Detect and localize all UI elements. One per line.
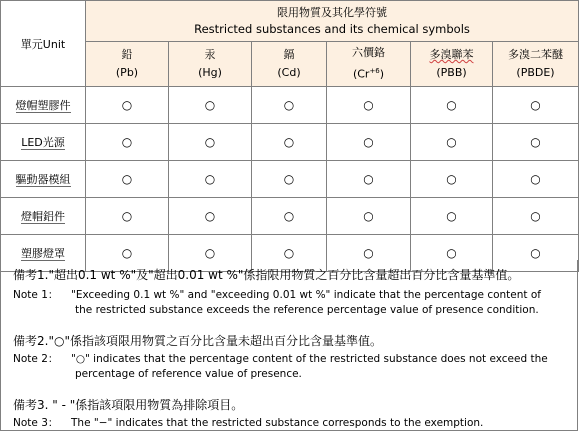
value-cell	[493, 161, 579, 198]
value-mark: ○	[363, 135, 374, 149]
table-row	[1, 87, 579, 124]
value-mark: ○	[204, 98, 216, 112]
value-mark: ○	[204, 246, 216, 260]
value-cell	[252, 124, 327, 161]
value-cell	[169, 87, 252, 124]
value-cell	[252, 87, 327, 124]
value-cell	[493, 198, 579, 235]
value-mark: ○	[530, 246, 541, 260]
value-mark: ○	[446, 98, 457, 112]
value-cell	[411, 161, 493, 198]
row-label: 驅動器模組	[15, 173, 71, 186]
note3-en-text: The "−" indicates that the restricted substance corresponds to the exemption.	[71, 417, 484, 429]
note1-en-line1: "Exceeding 0.1 wt %" and "exceeding 0.01 wt %" indicate that the percentage content of	[71, 289, 541, 301]
value-mark: ○	[121, 172, 133, 186]
table-row	[1, 198, 579, 235]
value-mark: ○	[530, 209, 541, 223]
value-mark: ○	[283, 98, 295, 112]
value-mark: ○	[363, 246, 374, 260]
table-row	[1, 161, 579, 198]
row-label-cell	[1, 124, 86, 161]
symbol-prefix: (Cr	[352, 67, 370, 81]
table-row	[1, 124, 579, 161]
value-cell	[327, 87, 411, 124]
value-cell	[493, 124, 579, 161]
note1-zh: 備考1."超出0.1 wt %"及"超出0.01 wt %"係指限用物質之百分比含量超出百分比含量基準值。	[13, 268, 520, 282]
notes-section	[0, 260, 578, 431]
column-symbol: (Cd)	[277, 66, 301, 79]
column-symbol: (Pb)	[115, 66, 139, 79]
value-mark: ○	[446, 209, 457, 223]
column-name: 汞	[204, 48, 216, 61]
row-label-cell	[1, 87, 86, 124]
value-cell	[411, 198, 493, 235]
value-cell	[252, 198, 327, 235]
value-cell	[169, 161, 252, 198]
column-header-cadmium	[252, 42, 327, 87]
value-mark: ○	[204, 135, 216, 149]
value-mark: ○	[446, 246, 457, 260]
value-mark: ○	[363, 172, 374, 186]
note3-prefix: Note 3：	[13, 417, 59, 429]
column-header-mercury	[169, 42, 252, 87]
value-mark: ○	[446, 135, 457, 149]
column-name: 多溴二苯醚	[508, 48, 563, 61]
note2-en-line1: "○" indicates that the percentage content of the restricted substance does not exceed the	[71, 353, 548, 365]
column-name: 六價鉻	[352, 46, 385, 60]
column-symbol: (PBB)	[436, 66, 467, 79]
row-label: LED光源	[21, 136, 65, 149]
note2-zh: 備考2."○"係指該項限用物質之百分比含量未超出百分比含量基準值。	[13, 334, 382, 348]
value-mark: ○	[283, 135, 295, 149]
column-name: 多溴聯苯	[429, 48, 474, 61]
column-symbol: (PBDE)	[516, 66, 555, 79]
value-mark: ○	[121, 135, 133, 149]
value-mark: ○	[446, 172, 457, 186]
row-label: 燈帽鋁件	[21, 210, 65, 223]
value-mark: ○	[530, 98, 541, 112]
value-mark: ○	[283, 209, 295, 223]
value-mark: ○	[363, 98, 374, 112]
value-cell	[169, 198, 252, 235]
column-symbol: (Hg)	[198, 66, 222, 79]
note2-en	[13, 352, 548, 382]
row-label: 塑膠燈罩	[21, 247, 65, 260]
note2-prefix: Note 2：	[13, 353, 59, 365]
note1-prefix: Note 1：	[13, 289, 59, 301]
value-cell	[411, 124, 493, 161]
substances-title-zh: 限用物質及其化學符號	[277, 6, 387, 19]
row-label: 燈帽塑膠件	[15, 99, 71, 112]
symbol-superscript: +6	[369, 67, 380, 76]
value-mark: ○	[204, 209, 216, 223]
value-mark: ○	[283, 246, 295, 260]
note2-en-line2: percentage of reference value of presence.	[75, 368, 302, 380]
column-symbol	[327, 62, 410, 84]
value-cell	[86, 87, 169, 124]
row-label-cell	[1, 198, 86, 235]
row-label-cell	[1, 161, 86, 198]
value-mark: ○	[363, 209, 374, 223]
column-header-lead	[86, 42, 169, 87]
unit-label: 單元Unit	[20, 37, 66, 51]
value-mark: ○	[530, 135, 541, 149]
note1-en-line2: the restricted substance exceeds the reference percentage value of presence condition.	[75, 304, 539, 316]
value-mark: ○	[121, 209, 133, 223]
column-header-pbde	[493, 42, 579, 87]
substances-title-en: Restricted substances and its chemical symbols	[194, 22, 470, 36]
symbol-suffix: )	[379, 67, 385, 81]
value-cell	[169, 124, 252, 161]
value-mark: ○	[121, 98, 133, 112]
substances-header	[86, 1, 579, 42]
column-name: 鎘	[283, 48, 295, 61]
note3-en	[13, 416, 483, 431]
value-mark: ○	[283, 172, 295, 186]
value-mark: ○	[530, 172, 541, 186]
note3-zh: 備考3. " - "係指該項限用物質為排除項目。	[13, 398, 244, 412]
value-cell	[411, 87, 493, 124]
unit-header-cell	[1, 1, 86, 87]
column-header-chromium	[327, 42, 411, 87]
value-mark: ○	[121, 246, 133, 260]
value-cell	[493, 87, 579, 124]
value-cell	[86, 198, 169, 235]
value-cell	[327, 124, 411, 161]
note1-en	[13, 288, 541, 318]
value-cell	[252, 161, 327, 198]
value-cell	[327, 161, 411, 198]
value-cell	[327, 198, 411, 235]
value-cell	[86, 124, 169, 161]
value-cell	[86, 161, 169, 198]
value-mark: ○	[204, 172, 216, 186]
column-header-pbb	[411, 42, 493, 87]
column-name: 鉛	[121, 48, 133, 61]
